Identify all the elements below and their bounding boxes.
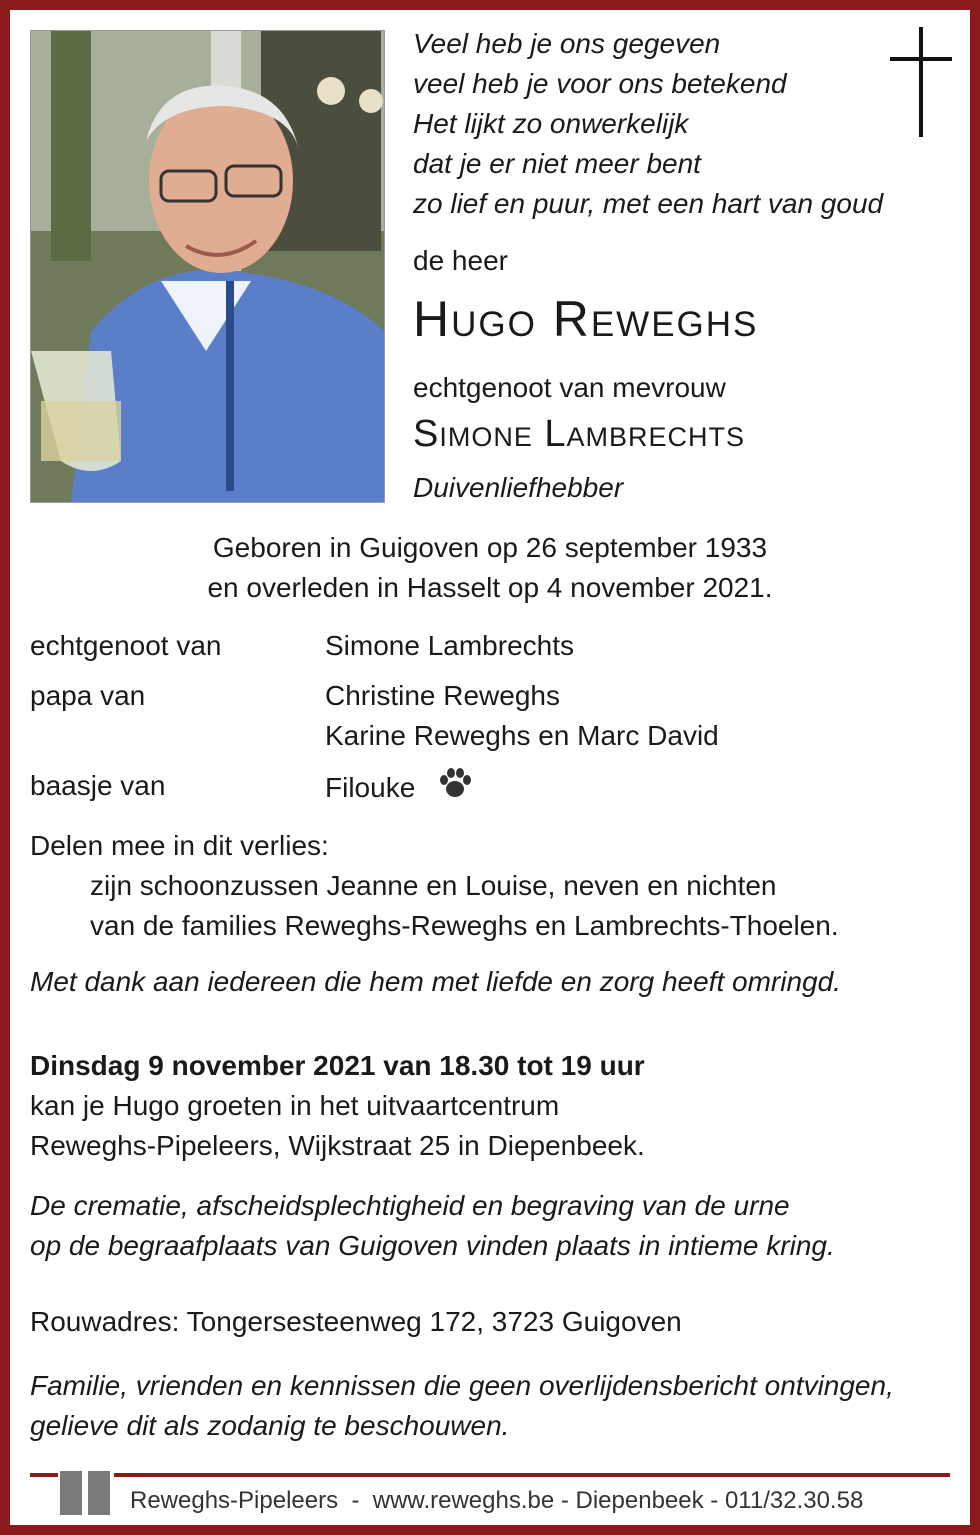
- cremation-note: [30, 1186, 835, 1266]
- honorific: de heer: [413, 245, 508, 276]
- notice: [30, 1366, 894, 1446]
- relation-label: echtgenoot van: [30, 630, 222, 661]
- share-heading: Delen mee in dit verlies:: [30, 830, 329, 861]
- share-line: van de families Reweghs-Reweghs en Lambrechts-Thoelen.: [90, 910, 839, 941]
- birth-line: Geboren in Guigoven op 26 september 1933: [212, 532, 768, 563]
- funeral-home-logo-icon: [58, 1467, 114, 1519]
- portrait-photo: [30, 30, 385, 503]
- thanks-note: Met dank aan iedereen die hem met liefde en zorg heeft omringd.: [30, 966, 841, 997]
- hobby: Duivenliefhebber: [413, 472, 624, 503]
- share-line: zijn schoonzussen Jeanne en Louise, neven en nichten: [90, 870, 777, 901]
- relation-label: baasje van: [30, 770, 166, 801]
- viewing-date: Dinsdag 9 november 2021 van 18.30 tot 19 uur: [30, 1050, 645, 1081]
- birth-death-info: [0, 528, 980, 608]
- death-line: en overleden in Hasselt op 4 november 2021.: [207, 572, 773, 603]
- cremation-line: op de begraafplaats van Guigoven vinden plaats in intieme kring.: [30, 1230, 835, 1261]
- footer-contact: Reweghs-Pipeleers - www.reweghs.be - Diepenbeek - 011/32.30.58: [130, 1487, 864, 1514]
- deceased-name: Hugo Reweghs: [413, 291, 759, 347]
- relation-value: Christine Reweghs: [325, 680, 560, 711]
- notice-line: Familie, vrienden en kennissen die geen overlijdensbericht ontvingen,: [30, 1370, 894, 1401]
- notice-line: gelieve dit als zodanig te beschouwen.: [30, 1410, 510, 1441]
- viewing-section: [30, 1046, 645, 1166]
- pet-name: Filouke: [325, 771, 416, 803]
- footer-divider: [30, 1473, 950, 1477]
- poem-line: dat je er niet meer bent: [413, 148, 701, 179]
- poem-line: zo lief en puur, met een hart van goud: [413, 188, 884, 219]
- relation-value: Karine Reweghs en Marc David: [325, 720, 719, 751]
- relation-value: Simone Lambrechts: [325, 630, 575, 661]
- viewing-line: kan je Hugo groeten in het uitvaartcentrum: [30, 1090, 560, 1121]
- relation-label: papa van: [30, 680, 146, 711]
- viewing-line: Reweghs-Pipeleers, Wijkstraat 25 in Diepenbeek.: [30, 1130, 645, 1161]
- paw-icon: [437, 766, 473, 813]
- frame-right: [970, 0, 980, 1535]
- cremation-line: De crematie, afscheidsplechtigheid en begraving van de urne: [30, 1190, 790, 1221]
- poem-line: Veel heb je ons gegeven: [413, 28, 721, 59]
- frame-bottom: [0, 1525, 980, 1535]
- poem: [413, 24, 883, 224]
- poem-line: Het lijkt zo onwerkelijk: [413, 108, 689, 139]
- spouse-name: Simone Lambrechts: [413, 413, 746, 455]
- frame-left: [0, 0, 10, 1535]
- spouse-label: echtgenoot van mevrouw: [413, 372, 726, 403]
- poem-line: veel heb je voor ons betekend: [413, 68, 787, 99]
- share-section: [30, 826, 839, 946]
- cross-icon: [890, 27, 952, 137]
- frame-top: [0, 0, 980, 10]
- relation-value-pet: [325, 766, 473, 813]
- mourning-address: Rouwadres: Tongersesteenweg 172, 3723 Guigoven: [30, 1306, 682, 1337]
